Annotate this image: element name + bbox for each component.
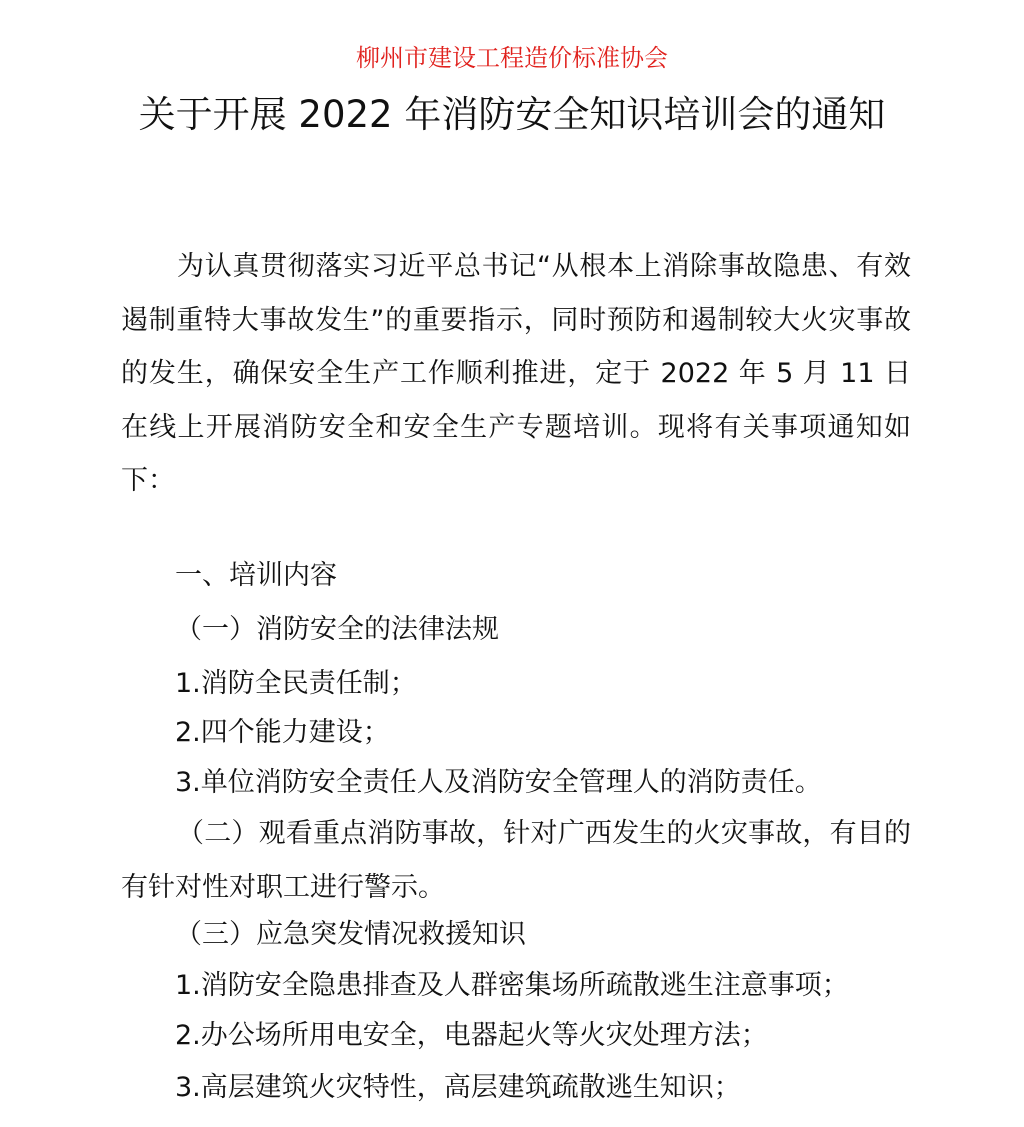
issuing-organization: 柳州市建设工程造价标准协会 [356, 44, 668, 72]
subsection-heading-emergency: （三）应急突发情况救援知识 [175, 919, 526, 950]
section-heading-training-content: 一、培训内容 [175, 560, 337, 591]
list-item: 2.办公场所用电安全，电器起火等火灾处理方法； [175, 1020, 768, 1051]
list-item: 3.单位消防安全责任人及消防安全管理人的消防责任。 [175, 767, 822, 798]
list-item: 1.消防安全隐患排查及人群密集场所疏散逃生注意事项； [175, 970, 849, 1001]
subsection-accident-review: （二）观看重点消防事故，针对广西发生的火灾事故，有目的有针对性对职工进行警示。 [121, 818, 911, 903]
document-title: 关于开展 2022 年消防安全知识培训会的通知 [138, 93, 886, 136]
subsection-heading-laws: （一）消防安全的法律法规 [175, 614, 499, 645]
intro-paragraph: 为认真贯彻落实习近平总书记“从根本上消除事故隐患、有效遏制重特大事故发生”的重要指示，同时预防和遏制较大火灾事故的发生，确保安全生产工作顺利推进，定于 2022 年 5 月 11 日在线上开展消防安全和安全生产专题培训。现将有关事项通知如下： [121, 251, 911, 496]
list-item: 2.四个能力建设； [175, 717, 390, 748]
list-item: 3.高层建筑火灾特性，高层建筑疏散逃生知识； [175, 1072, 741, 1103]
list-item: 1.消防全民责任制； [175, 668, 417, 699]
